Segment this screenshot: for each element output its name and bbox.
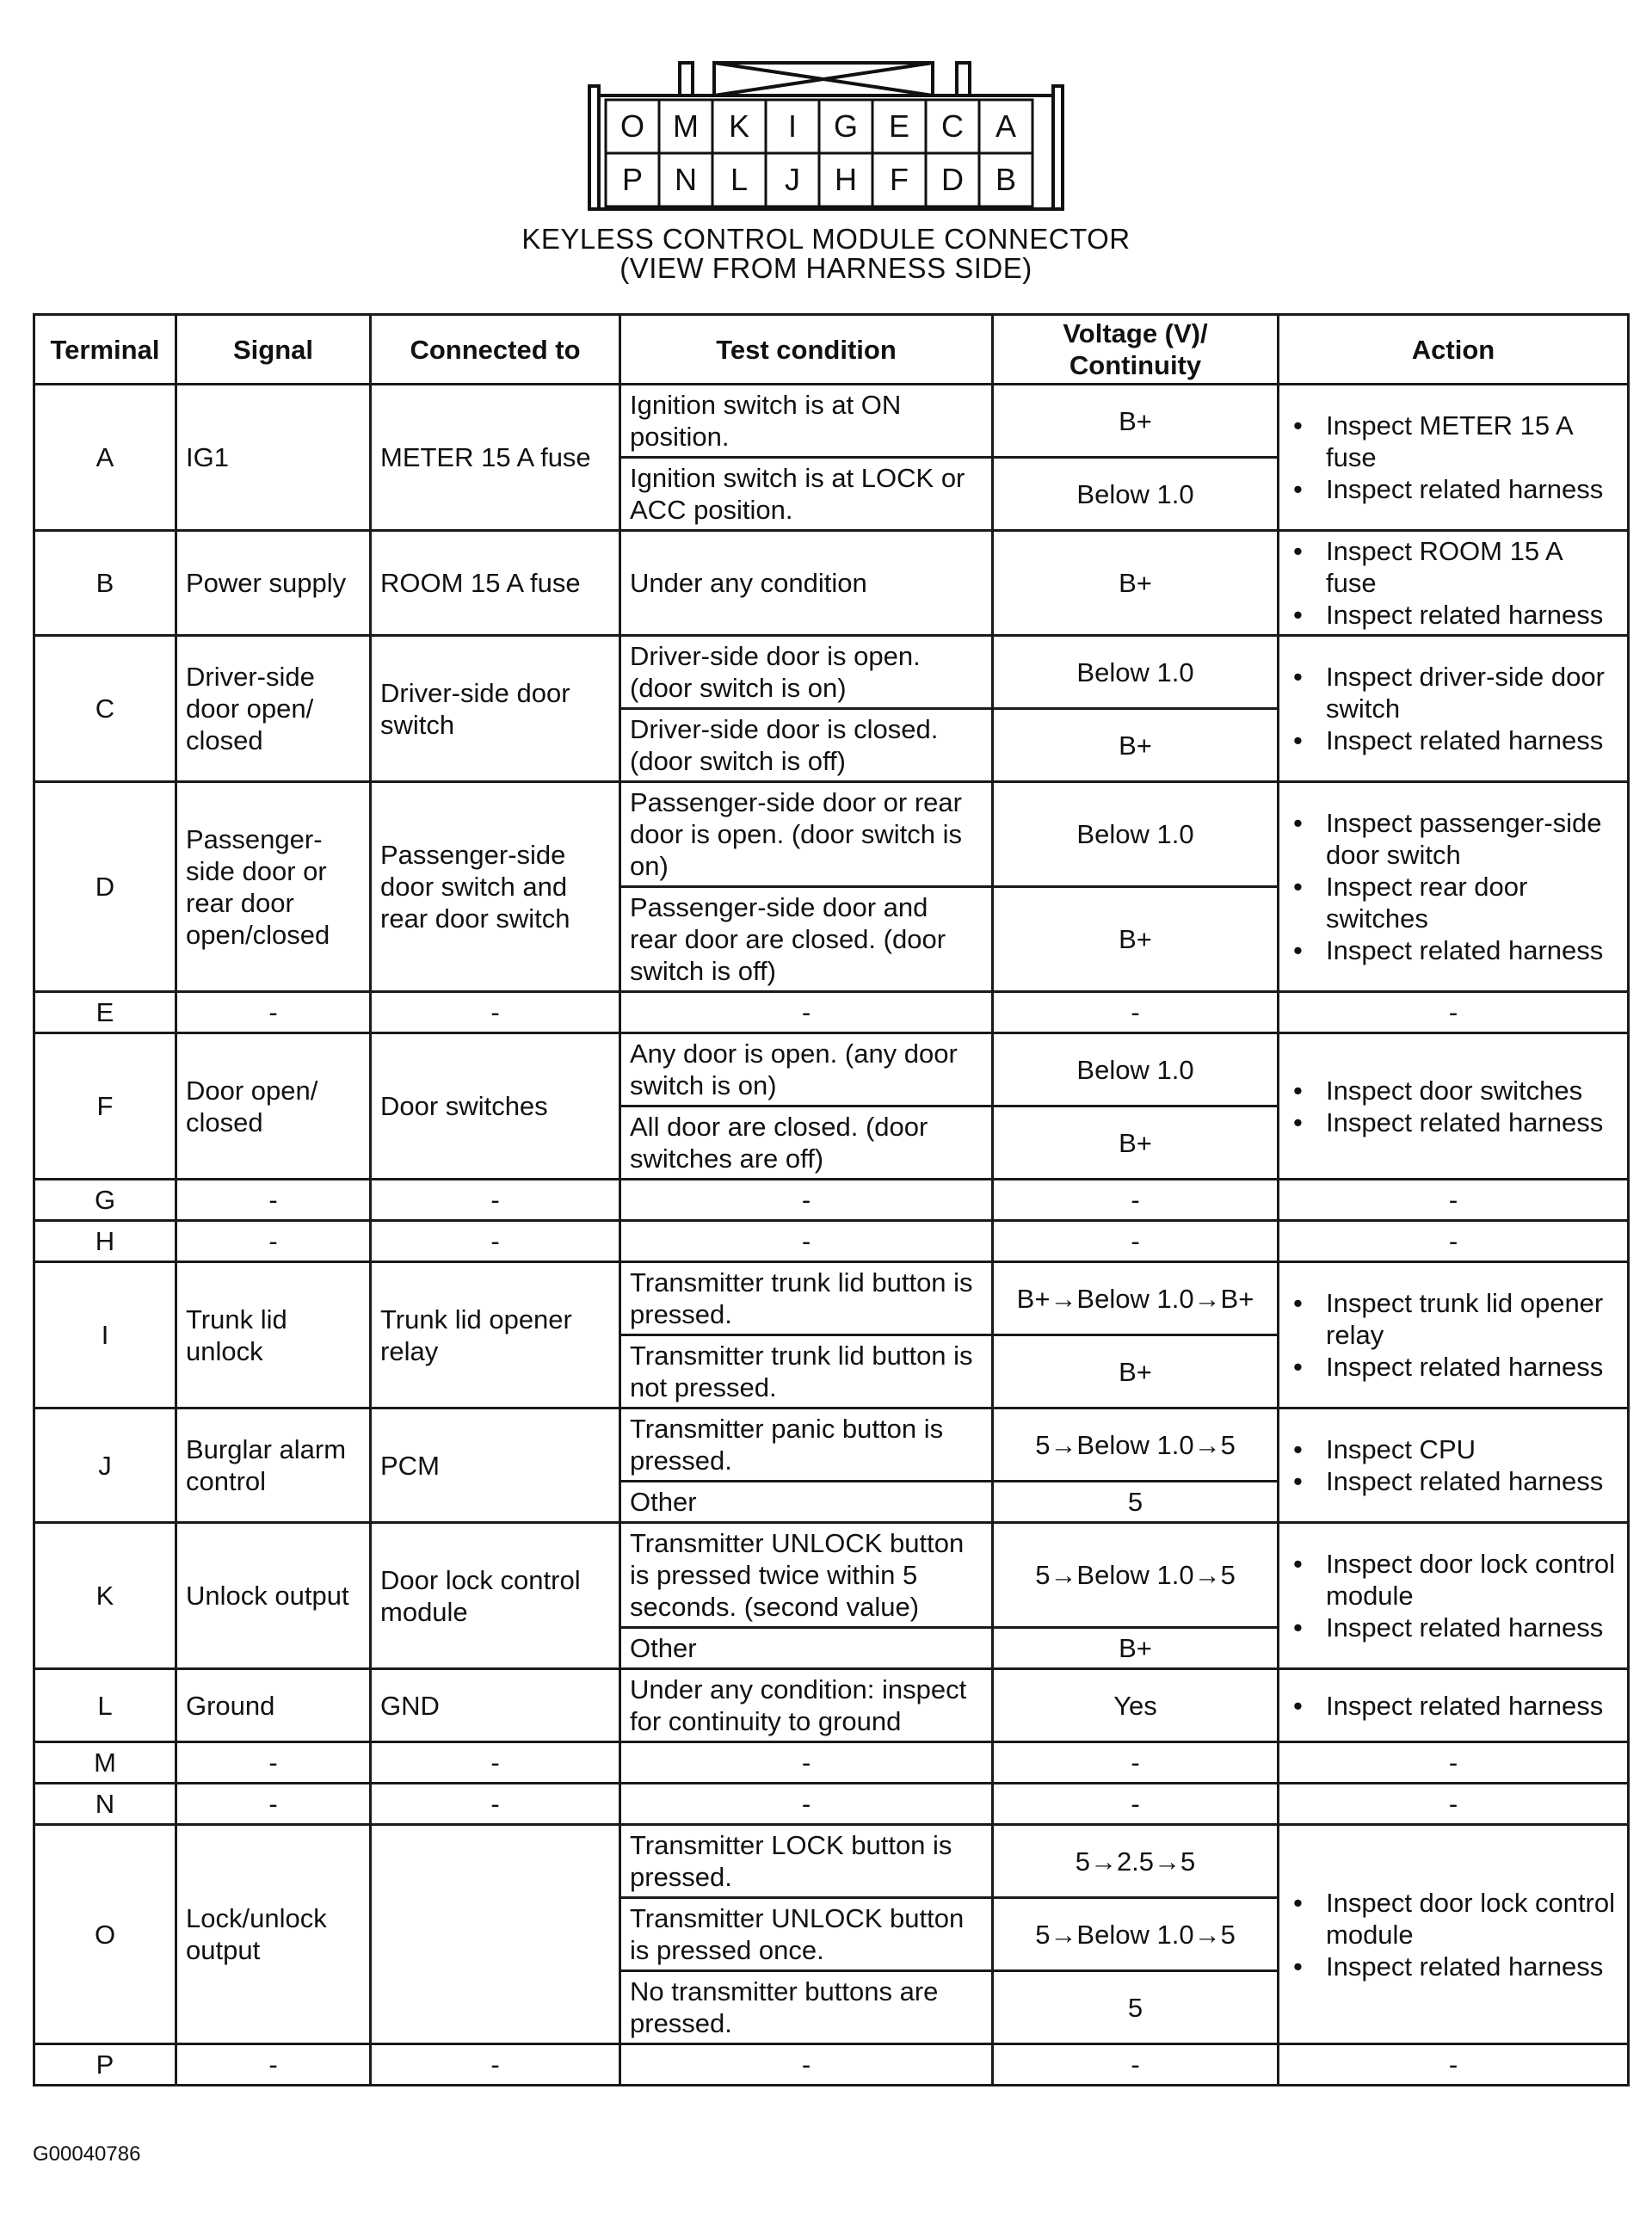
connected-to-cell: METER 15 A fuse: [371, 385, 620, 531]
action-cell: -: [1279, 1784, 1629, 1825]
action-list: [1288, 807, 1618, 966]
terminal-cell: I: [34, 1262, 176, 1408]
action-list: [1288, 1548, 1618, 1643]
signal-cell: Unlock output: [176, 1523, 371, 1669]
test-condition-cell: Other: [620, 1628, 993, 1669]
action-list: [1288, 661, 1618, 756]
voltage-cell: -: [993, 1180, 1279, 1221]
signal-cell: -: [176, 992, 371, 1033]
connector-caption-line1: KEYLESS CONTROL MODULE CONNECTOR: [521, 223, 1131, 255]
signal-cell: -: [176, 1742, 371, 1784]
action-item: • Inspect related harness: [1288, 1106, 1618, 1138]
connected-to-cell: Trunk lid opener relay: [371, 1262, 620, 1408]
connector-bottom-pin: B: [995, 162, 1016, 197]
action-cell: [1279, 636, 1629, 782]
action-cell: [1279, 782, 1629, 992]
connected-to-cell: Passenger-side door switch and rear door switch: [371, 782, 620, 992]
table-row: [34, 1825, 1629, 1898]
action-item: • Inspect ROOM 15 A fuse: [1288, 535, 1618, 599]
signal-cell: Lock/unlock output: [176, 1825, 371, 2044]
test-condition-cell: Driver-side door is closed. (door switch is off): [620, 709, 993, 782]
voltage-cell: Yes: [993, 1669, 1279, 1742]
terminal-cell: E: [34, 992, 176, 1033]
connector-top-pin: M: [673, 108, 699, 144]
action-item: • Inspect METER 15 A fuse: [1288, 410, 1618, 473]
action-item: • Inspect door lock control module: [1288, 1887, 1618, 1951]
voltage-cell: Below 1.0: [993, 1033, 1279, 1106]
header-signal: Signal: [176, 315, 371, 385]
test-condition-cell: Ignition switch is at LOCK or ACC position.: [620, 458, 993, 531]
signal-cell: -: [176, 2044, 371, 2086]
voltage-cell: -: [993, 992, 1279, 1033]
signal-cell: Power supply: [176, 531, 371, 636]
terminal-cell: B: [34, 531, 176, 636]
action-list: [1288, 1887, 1618, 1982]
table-header-row: [34, 315, 1629, 385]
action-item: • Inspect related harness: [1288, 473, 1618, 505]
test-condition-cell: -: [620, 992, 993, 1033]
terminal-cell: C: [34, 636, 176, 782]
voltage-cell: B+: [993, 887, 1279, 992]
terminal-cell: F: [34, 1033, 176, 1180]
connected-to-cell: [371, 1825, 620, 2044]
table-row: [34, 1742, 1629, 1784]
action-item: • Inspect related harness: [1288, 1351, 1618, 1383]
header-connected-to: Connected to: [371, 315, 620, 385]
terminal-cell: G: [34, 1180, 176, 1221]
voltage-cell: -: [993, 2044, 1279, 2086]
voltage-cell: Below 1.0: [993, 458, 1279, 531]
table-row: [34, 385, 1629, 458]
signal-cell: -: [176, 1784, 371, 1825]
voltage-cell: B+: [993, 1628, 1279, 1669]
connector-top-pin: A: [995, 108, 1016, 144]
header-voltage-line2: Continuity: [1069, 350, 1202, 380]
header-terminal: Terminal: [34, 315, 176, 385]
table-row: [34, 531, 1629, 636]
test-condition-cell: -: [620, 1784, 993, 1825]
header-voltage: [993, 315, 1279, 385]
connector-bottom-pin: D: [941, 162, 964, 197]
test-condition-cell: Ignition switch is at ON position.: [620, 385, 993, 458]
action-cell: [1279, 531, 1629, 636]
action-cell: [1279, 1033, 1629, 1180]
terminal-cell: L: [34, 1669, 176, 1742]
voltage-cell: -: [993, 1742, 1279, 1784]
action-item: • Inspect related harness: [1288, 724, 1618, 756]
header-action: Action: [1279, 315, 1629, 385]
test-condition-cell: Transmitter UNLOCK button is pressed once.: [620, 1898, 993, 1971]
voltage-cell: B+→Below 1.0→B+: [993, 1262, 1279, 1335]
connector-top-pin: K: [728, 108, 749, 144]
connector-bottom-pin: H: [835, 162, 857, 197]
connected-to-cell: ROOM 15 A fuse: [371, 531, 620, 636]
signal-cell: Ground: [176, 1669, 371, 1742]
action-item: • Inspect door lock control module: [1288, 1548, 1618, 1612]
action-item: • Inspect related harness: [1288, 934, 1618, 966]
terminal-table: [33, 313, 1630, 2086]
connector-top-pin: E: [888, 108, 909, 144]
action-list: [1288, 1690, 1618, 1722]
header-test-condition: Test condition: [620, 315, 993, 385]
voltage-cell: B+: [993, 531, 1279, 636]
action-list: [1288, 1287, 1618, 1383]
header-voltage-line1: Voltage (V)/: [1063, 318, 1208, 348]
signal-cell: -: [176, 1221, 371, 1262]
voltage-cell: 5: [993, 1971, 1279, 2044]
table-row: [34, 1523, 1629, 1628]
terminal-cell: M: [34, 1742, 176, 1784]
action-cell: [1279, 1408, 1629, 1523]
test-condition-cell: Other: [620, 1482, 993, 1523]
connected-to-cell: -: [371, 1221, 620, 1262]
voltage-cell: 5→Below 1.0→5: [993, 1408, 1279, 1482]
connected-to-cell: -: [371, 1180, 620, 1221]
action-item: • Inspect passenger-side door switch: [1288, 807, 1618, 871]
table-row: [34, 992, 1629, 1033]
action-item: • Inspect driver-side door switch: [1288, 661, 1618, 724]
action-cell: -: [1279, 1742, 1629, 1784]
voltage-cell: 5→Below 1.0→5: [993, 1898, 1279, 1971]
action-item: • Inspect rear door switches: [1288, 871, 1618, 934]
voltage-cell: 5: [993, 1482, 1279, 1523]
terminal-cell: H: [34, 1221, 176, 1262]
action-item: • Inspect CPU: [1288, 1433, 1618, 1465]
action-cell: [1279, 385, 1629, 531]
voltage-cell: -: [993, 1221, 1279, 1262]
action-list: [1288, 1075, 1618, 1138]
signal-cell: IG1: [176, 385, 371, 531]
action-cell: [1279, 1262, 1629, 1408]
action-cell: -: [1279, 2044, 1629, 2086]
test-condition-cell: Transmitter LOCK button is pressed.: [620, 1825, 993, 1898]
test-condition-cell: Any door is open. (any door switch is on): [620, 1033, 993, 1106]
test-condition-cell: All door are closed. (door switches are off): [620, 1106, 993, 1180]
action-item: • Inspect related harness: [1288, 599, 1618, 631]
voltage-cell: -: [993, 1784, 1279, 1825]
voltage-cell: 5→Below 1.0→5: [993, 1523, 1279, 1628]
action-item: • Inspect trunk lid opener relay: [1288, 1287, 1618, 1351]
test-condition-cell: Transmitter panic button is pressed.: [620, 1408, 993, 1482]
signal-cell: Driver-side door open/ closed: [176, 636, 371, 782]
table-row: [34, 1784, 1629, 1825]
terminal-cell: J: [34, 1408, 176, 1523]
action-cell: -: [1279, 1180, 1629, 1221]
voltage-cell: Below 1.0: [993, 636, 1279, 709]
table-row: [34, 1262, 1629, 1335]
action-item: • Inspect related harness: [1288, 1951, 1618, 1982]
connector-diagram: [0, 0, 1652, 293]
connected-to-cell: -: [371, 1784, 620, 1825]
connected-to-cell: Door switches: [371, 1033, 620, 1180]
test-condition-cell: -: [620, 1742, 993, 1784]
signal-cell: Trunk lid unlock: [176, 1262, 371, 1408]
test-condition-cell: Transmitter trunk lid button is pressed.: [620, 1262, 993, 1335]
table-row: [34, 1221, 1629, 1262]
connector-caption-line2: (VIEW FROM HARNESS SIDE): [620, 252, 1032, 284]
connector-bottom-pin: N: [675, 162, 697, 197]
connected-to-cell: -: [371, 992, 620, 1033]
terminal-cell: O: [34, 1825, 176, 2044]
action-cell: [1279, 1669, 1629, 1742]
figure-id: G00040786: [33, 2142, 141, 2166]
table-row: [34, 782, 1629, 887]
table-row: [34, 1408, 1629, 1482]
signal-cell: -: [176, 1180, 371, 1221]
connected-to-cell: GND: [371, 1669, 620, 1742]
action-cell: -: [1279, 1221, 1629, 1262]
table-row: [34, 636, 1629, 709]
test-condition-cell: Driver-side door is open. (door switch is on): [620, 636, 993, 709]
terminal-cell: K: [34, 1523, 176, 1669]
connector-bottom-pin: L: [730, 162, 749, 197]
connector-bottom-pin: J: [785, 162, 800, 197]
voltage-cell: Below 1.0: [993, 782, 1279, 887]
test-condition-cell: Passenger-side door and rear door are closed. (door switch is off): [620, 887, 993, 992]
connector-top-pin: G: [833, 108, 858, 144]
action-cell: [1279, 1523, 1629, 1669]
action-list: [1288, 410, 1618, 505]
connector-top-pin: I: [787, 108, 797, 144]
action-cell: [1279, 1825, 1629, 2044]
terminal-cell: D: [34, 782, 176, 992]
table-row: [34, 1033, 1629, 1106]
test-condition-cell: -: [620, 1180, 993, 1221]
voltage-cell: B+: [993, 1335, 1279, 1408]
terminal-cell: P: [34, 2044, 176, 2086]
test-condition-cell: Transmitter trunk lid button is not pressed.: [620, 1335, 993, 1408]
action-item: • Inspect related harness: [1288, 1465, 1618, 1497]
action-list: [1288, 1433, 1618, 1497]
action-item: • Inspect related harness: [1288, 1612, 1618, 1643]
test-condition-cell: Under any condition: [620, 531, 993, 636]
connected-to-cell: Door lock control module: [371, 1523, 620, 1669]
connected-to-cell: -: [371, 2044, 620, 2086]
terminal-cell: A: [34, 385, 176, 531]
connected-to-cell: -: [371, 1742, 620, 1784]
test-condition-cell: Transmitter UNLOCK button is pressed twice within 5 seconds. (second value): [620, 1523, 993, 1628]
action-item: • Inspect door switches: [1288, 1075, 1618, 1106]
voltage-cell: B+: [993, 385, 1279, 458]
test-condition-cell: -: [620, 1221, 993, 1262]
action-list: [1288, 535, 1618, 631]
table-row: [34, 1180, 1629, 1221]
voltage-cell: 5→2.5→5: [993, 1825, 1279, 1898]
test-condition-cell: No transmitter buttons are pressed.: [620, 1971, 993, 2044]
table-row: [34, 1669, 1629, 1742]
connector-bottom-pin: F: [890, 162, 909, 197]
signal-cell: Burglar alarm control: [176, 1408, 371, 1523]
connector-bottom-pin: P: [621, 162, 643, 197]
table-row: [34, 2044, 1629, 2086]
action-cell: -: [1279, 992, 1629, 1033]
connector-top-pin: C: [941, 108, 964, 144]
signal-cell: Door open/ closed: [176, 1033, 371, 1180]
connector-top-pin: O: [620, 108, 644, 144]
test-condition-cell: -: [620, 2044, 993, 2086]
test-condition-cell: Passenger-side door or rear door is open. (door switch is on): [620, 782, 993, 887]
action-item: • Inspect related harness: [1288, 1690, 1618, 1722]
terminal-cell: N: [34, 1784, 176, 1825]
voltage-cell: B+: [993, 709, 1279, 782]
signal-cell: Passenger-side door or rear door open/closed: [176, 782, 371, 992]
test-condition-cell: Under any condition: inspect for continuity to ground: [620, 1669, 993, 1742]
connected-to-cell: Driver-side door switch: [371, 636, 620, 782]
connected-to-cell: PCM: [371, 1408, 620, 1523]
voltage-cell: B+: [993, 1106, 1279, 1180]
